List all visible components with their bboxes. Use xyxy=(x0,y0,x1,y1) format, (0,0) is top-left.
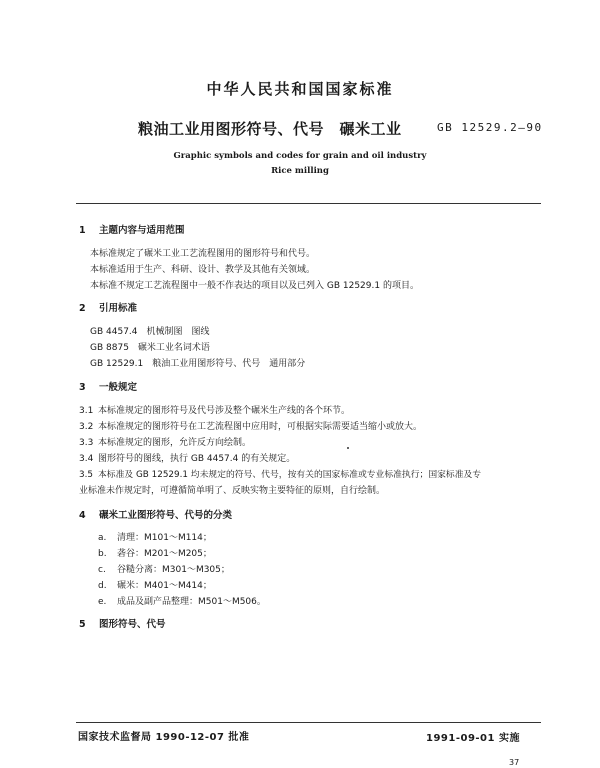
section-number: 5 xyxy=(79,619,86,630)
section-number: 3 xyxy=(79,382,86,393)
section-title: 一般规定 xyxy=(99,382,138,393)
national-standard-header: 中华人民共和国国家标准 xyxy=(206,80,394,98)
clause xyxy=(79,451,295,464)
clause xyxy=(79,403,350,416)
document-title: 粮油工业用图形符号、代号 碾米工业 xyxy=(138,120,402,138)
list-item-label: a. xyxy=(98,533,107,543)
section-4-heading xyxy=(79,507,232,521)
clause-number: 3.5 xyxy=(79,470,93,480)
header-rule xyxy=(76,203,541,204)
approval-date: 国家技术监督局 1990-12-07 批准 xyxy=(78,732,250,743)
paragraph: 本标准规定了碾米工业工艺流程图用的图形符号和代号。 xyxy=(90,249,316,259)
clause-text: 本标准规定的图形，允许反方向绘制。 xyxy=(98,438,252,448)
list-item-label: b. xyxy=(98,549,107,559)
print-speck xyxy=(347,447,349,449)
paragraph: 本标准适用于生产、科研、设计、教学及其他有关领域。 xyxy=(90,265,316,275)
list-item xyxy=(98,578,212,591)
clause-number: 3.3 xyxy=(79,438,94,448)
clause-number: 3.2 xyxy=(79,422,94,432)
list-item xyxy=(98,530,212,543)
clause xyxy=(79,419,422,432)
list-item xyxy=(98,562,230,575)
list-item-text: 清理：M101～M114； xyxy=(117,533,212,543)
clause xyxy=(79,435,251,448)
list-item xyxy=(98,594,266,607)
implementation-date: 1991-09-01 实施 xyxy=(426,733,520,744)
list-item-text: 砻谷：M201～M205； xyxy=(117,549,212,559)
list-item-text: 谷糙分离：M301～M305； xyxy=(117,565,230,575)
section-title: 图形符号、代号 xyxy=(99,619,166,630)
clause-number: 3.4 xyxy=(79,454,94,464)
list-item-label: c. xyxy=(98,565,106,575)
list-item-label: e. xyxy=(98,597,107,607)
clause-continuation: 业标准未作规定时，可遵循简单明了、反映实物主要特征的原则，自行绘制。 xyxy=(79,486,386,496)
list-item-text: 成品及副产品整理：M501～M506。 xyxy=(117,597,266,607)
list-item-text: 碾米：M401～M414； xyxy=(117,581,212,591)
section-title: 引用标准 xyxy=(99,303,138,314)
footer-rule xyxy=(76,722,541,723)
section-3-heading xyxy=(79,379,137,393)
section-number: 4 xyxy=(79,510,86,521)
section-title: 碾米工业图形符号、代号的分类 xyxy=(99,510,233,521)
section-5-heading xyxy=(79,616,166,630)
reference-item: GB 12529.1 粮油工业用图形符号、代号 通用部分 xyxy=(90,359,306,369)
section-2-heading xyxy=(79,300,137,314)
english-title: Graphic symbols and codes for grain and oil industry xyxy=(173,151,427,161)
list-item xyxy=(98,546,212,559)
clause-text: 本标准及 GB 12529.1 均未规定的符号、代号，按有关的国家标准或专业标准执行；国家标准及专 xyxy=(98,470,482,480)
reference-item: GB 4457.4 机械制图 图线 xyxy=(90,327,210,337)
clause-text: 本标准规定的图形符号在工艺流程图中应用时，可根据实际需要适当缩小或放大。 xyxy=(98,422,423,432)
clause-text: 本标准规定的图形符号及代号涉及整个碾米生产线的各个环节。 xyxy=(98,406,351,416)
clause-number: 3.1 xyxy=(79,406,94,416)
paragraph: 本标准不规定工艺流程图中一般不作表达的项目以及已列入 GB 12529.1 的项目。 xyxy=(90,281,419,291)
section-number: 1 xyxy=(79,225,86,236)
clause-text: 图形符号的图线，执行 GB 4457.4 的有关规定。 xyxy=(98,454,296,464)
section-1-heading xyxy=(79,222,185,236)
standard-code: GB 12529.2—90 xyxy=(437,121,543,134)
section-number: 2 xyxy=(79,303,86,314)
page-number: 37 xyxy=(509,758,520,767)
reference-item: GB 8875 碾米工业名词术语 xyxy=(90,343,210,353)
section-title: 主题内容与适用范围 xyxy=(99,225,185,236)
list-item-label: d. xyxy=(98,581,107,591)
clause xyxy=(79,467,481,480)
english-subtitle: Rice milling xyxy=(271,166,329,176)
